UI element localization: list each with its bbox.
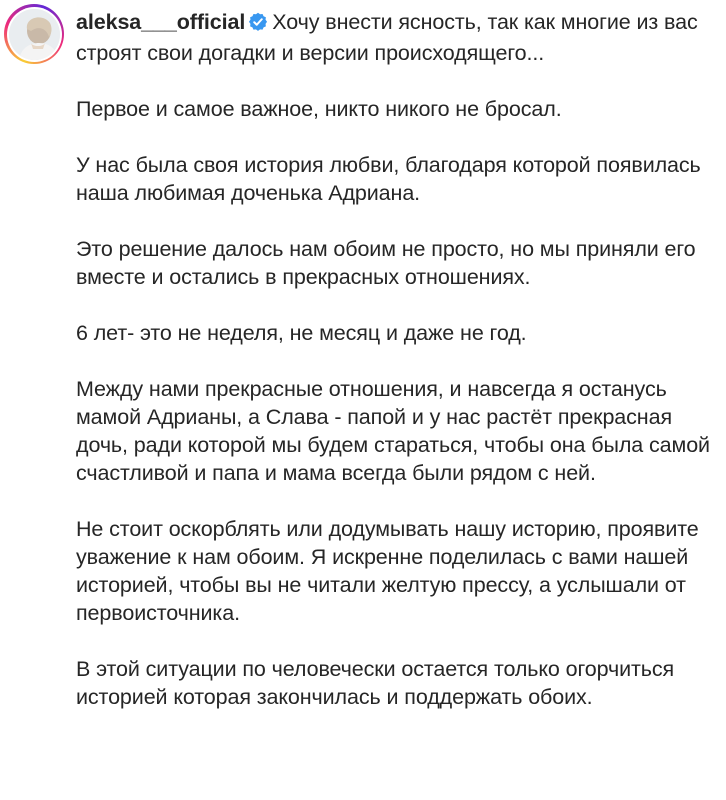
caption-paragraph-1 bbox=[76, 8, 722, 67]
caption-paragraph-7: Не стоит оскорблять или додумывать нашу историю, проявите уважение к нам обоим. Я искренне поделилась с вами нашей историей, чтобы вы не читали желтую прессу, а услышали от первоисточника. bbox=[76, 517, 699, 625]
story-ring[interactable] bbox=[4, 4, 64, 64]
caption-paragraph-6: Между нами прекрасные отношения, и навсегда я останусь мамой Адрианы, а Слава - папой и у нас растёт прекрасная дочь, ради которой мы будем стараться, чтобы она была самой счастливой и папа и мама всегда были рядом с ней. bbox=[76, 377, 710, 485]
caption-paragraph-4: Это решение далось нам обоим не просто, но мы приняли его вместе и остались в прекрасных отношениях. bbox=[76, 237, 696, 289]
caption-paragraph-2: Первое и самое важное, никто никого не бросал. bbox=[76, 97, 562, 121]
caption-text bbox=[76, 8, 722, 711]
verified-badge-icon bbox=[248, 11, 268, 39]
caption-paragraph-3: У нас была своя история любви, благодаря которой появилась наша любимая доченька Адриана. bbox=[76, 153, 701, 205]
avatar-frame bbox=[7, 7, 62, 62]
caption-paragraph-text: Хочу внести ясность, так как многие из вас строят свои догадки и версии происходящего... bbox=[76, 10, 698, 65]
username-link[interactable]: aleksa___official bbox=[76, 10, 246, 34]
avatar-photo-icon[interactable] bbox=[9, 9, 60, 60]
caption-paragraph-8: В этой ситуации по человечески остается только огорчиться историей которая закончилась и поддержать обоих. bbox=[76, 657, 675, 709]
caption-paragraph-5: 6 лет- это не неделя, не месяц и даже не год. bbox=[76, 321, 527, 345]
